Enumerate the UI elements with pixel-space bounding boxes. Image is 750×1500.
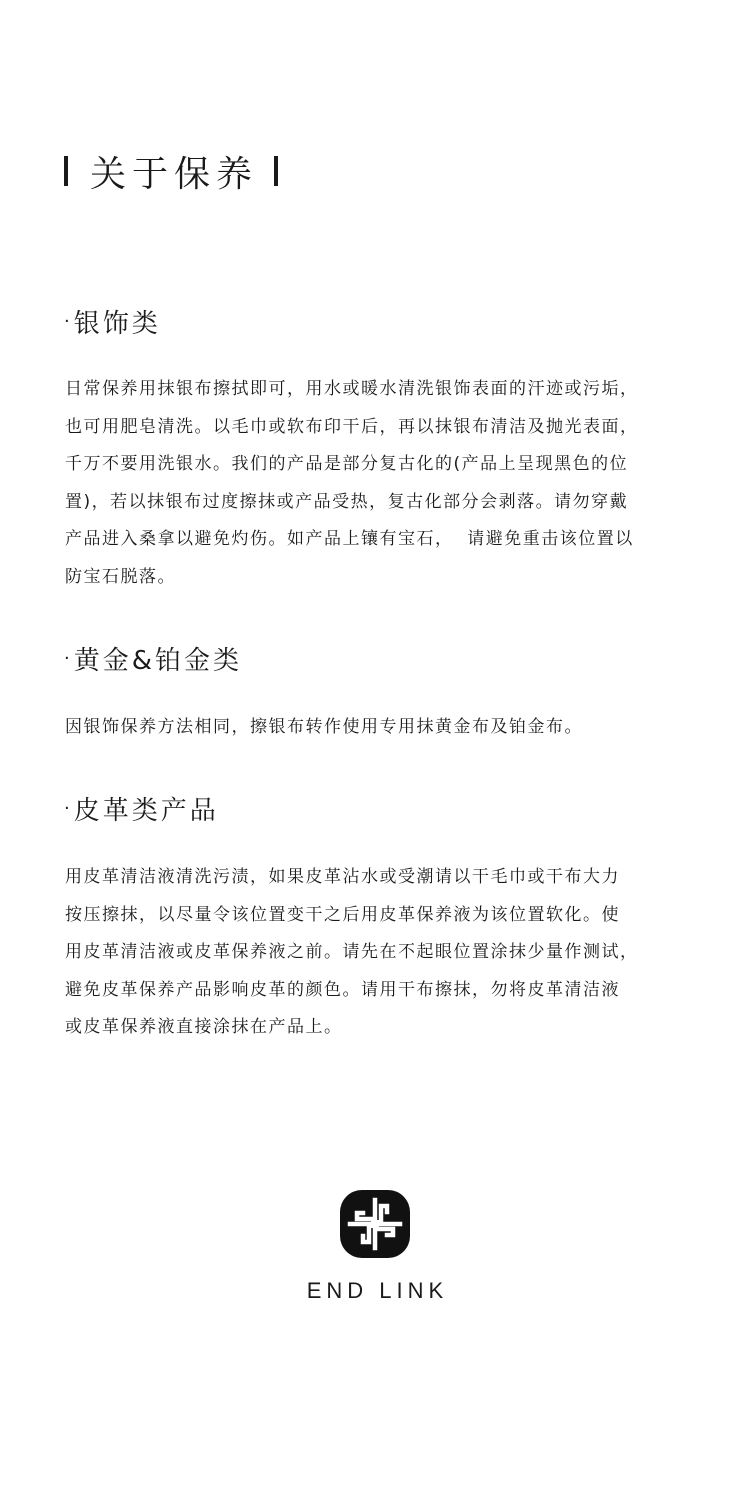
- section-heading-text: 银饰类: [73, 309, 161, 339]
- title-right-bar: [274, 156, 278, 186]
- brand-name: END LINK: [306, 1278, 449, 1303]
- section-heading-leather: [64, 790, 219, 827]
- section-heading-gold-platinum: [64, 640, 242, 677]
- section-heading-silver: [64, 303, 161, 340]
- end-link-logo-icon: [338, 1188, 412, 1260]
- body-line: 日常保养用抹银布擦拭即可，用水或暖水清洗银饰表面的汗迹或污垢，: [65, 379, 639, 399]
- section-heading-text: 皮革类产品: [73, 796, 219, 826]
- body-line: 防宝石脱落。: [65, 566, 176, 587]
- body-line: 按压擦抹，以尽量令该位置变干之后用皮革保养液为该位置软化。使: [65, 904, 620, 925]
- page-title-text: 关于保养: [90, 153, 259, 195]
- body-line: 也可用肥皂清洗。以毛巾或软布印干后，再以抹银布清洁及抛光表面，: [65, 416, 639, 437]
- body-line: 用皮革清洁液或皮革保养液之前。请先在不起眼位置涂抹少量作测试，: [65, 942, 639, 963]
- section-heading-text: 黄金&铂金类: [73, 646, 243, 676]
- heading-dot: ·: [64, 311, 70, 332]
- body-line: 千万不要用洗银水。我们的产品是部分复古化的(产品上呈现黑色的位: [65, 454, 629, 475]
- body-line: 因银饰保养方法相同，擦银布转作使用专用抹黄金布及铂金布。: [65, 717, 583, 737]
- heading-dot: ·: [64, 798, 70, 819]
- body-line: 避免皮革保养产品影响皮革的颜色。请用干布擦抹，勿将皮革清洁液: [65, 979, 620, 1000]
- page-title: [64, 146, 278, 196]
- section-body-silver: [65, 371, 691, 597]
- body-line: 用皮革清洁液清洗污渍，如果皮革沾水或受潮请以干毛巾或干布大力: [65, 867, 620, 887]
- body-line: 置)，若以抹银布过度擦抹或产品受热，复古化部分会剥落。请勿穿戴: [65, 491, 629, 512]
- section-body-gold-platinum: [65, 709, 691, 747]
- section-body-leather: [65, 859, 691, 1047]
- body-line: 或皮革保养液直接涂抹在产品上。: [65, 1017, 343, 1038]
- title-left-bar: [64, 156, 68, 186]
- body-line: 产品进入桑拿以避免灼伤。如产品上镶有宝石， 请避免重击该位置以: [65, 529, 634, 550]
- heading-dot: ·: [64, 648, 70, 669]
